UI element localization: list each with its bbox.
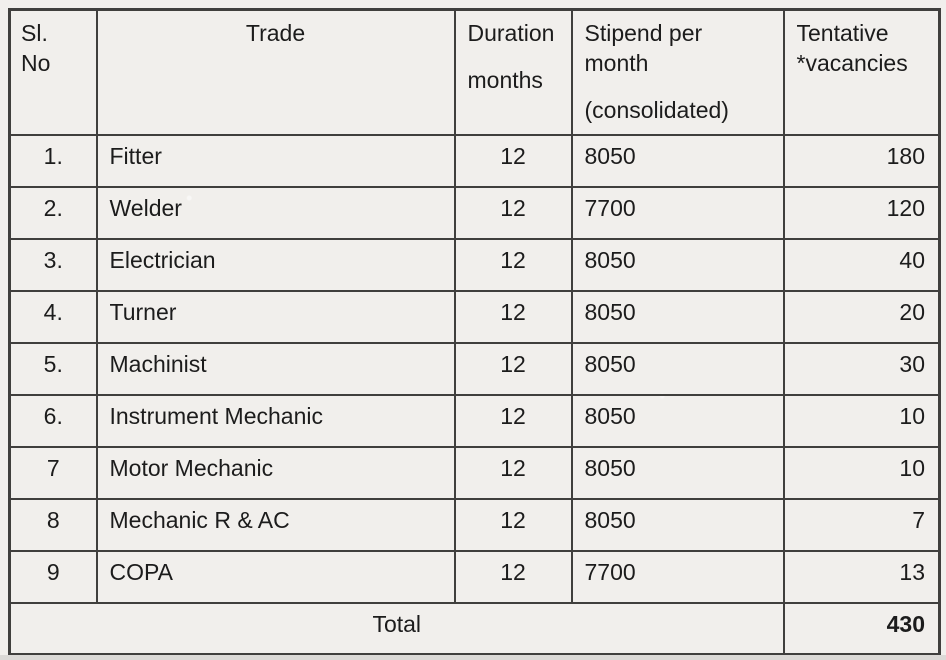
table-row [10,187,940,239]
cell-sl-no: 7 [10,447,97,499]
header-label-no: No [21,49,51,76]
header-label-tentative: Tentative [796,20,889,46]
cell-stipend: 8050 [572,395,784,447]
header-label-month: month [584,49,649,76]
cell-duration: 12 [455,551,572,603]
cell-sl-no: 2. [10,187,97,239]
cell-stipend: 7700 [572,187,784,239]
cell-stipend: 7700 [572,551,784,603]
header-cell-sl-no [10,10,97,135]
cell-sl-no: 8 [10,499,97,551]
cell-vacancies: 180 [784,135,940,187]
cell-trade: Fitter [97,135,455,187]
page-bottom-edge [0,655,946,660]
total-row [10,603,940,655]
table-row [10,551,940,603]
table-row [10,239,940,291]
table-header [10,10,940,135]
header-label-sl: Sl. [21,20,48,46]
cell-vacancies: 120 [784,187,940,239]
table-row [10,395,940,447]
cell-trade: Machinist [97,343,455,395]
header-label-duration: Duration [467,20,555,46]
cell-trade: Instrument Mechanic [97,395,455,447]
cell-sl-no: 5. [10,343,97,395]
cell-vacancies: 30 [784,343,940,395]
cell-duration: 12 [455,447,572,499]
cell-stipend: 8050 [572,135,784,187]
table-row [10,499,940,551]
cell-trade: Turner [97,291,455,343]
cell-duration: 12 [455,291,572,343]
cell-stipend: 8050 [572,343,784,395]
cell-duration: 12 [455,187,572,239]
total-label: Total [10,603,784,655]
cell-duration: 12 [455,135,572,187]
cell-vacancies: 13 [784,551,940,603]
cell-trade: Motor Mechanic [97,447,455,499]
cell-stipend: 8050 [572,291,784,343]
cell-duration: 12 [455,239,572,291]
cell-trade: Mechanic R & AC [97,499,455,551]
header-label-months: months [467,66,543,93]
header-cell-stipend [572,10,784,135]
header-label-trade: Trade [245,20,306,46]
cell-vacancies: 10 [784,447,940,499]
cell-stipend: 8050 [572,499,784,551]
table-body [10,135,940,655]
header-label-stipend-per: Stipend per [584,20,703,46]
table-row [10,291,940,343]
cell-stipend: 8050 [572,447,784,499]
cell-sl-no: 3. [10,239,97,291]
table-row [10,343,940,395]
total-vacancies: 430 [784,603,940,655]
cell-vacancies: 10 [784,395,940,447]
header-label-vacancies: *vacancies [796,49,908,76]
vacancy-table [8,8,941,656]
cell-vacancies: 40 [784,239,940,291]
cell-duration: 12 [455,343,572,395]
cell-trade: COPA [97,551,455,603]
cell-sl-no: 9 [10,551,97,603]
header-cell-trade [97,10,455,135]
table-row [10,135,940,187]
cell-duration: 12 [455,499,572,551]
cell-sl-no: 1. [10,135,97,187]
cell-sl-no: 6. [10,395,97,447]
header-cell-duration [455,10,572,135]
cell-trade: Welder [97,187,455,239]
cell-trade: Electrician [97,239,455,291]
cell-duration: 12 [455,395,572,447]
table-header-row [10,10,940,135]
header-cell-vacancies [784,10,940,135]
cell-sl-no: 4. [10,291,97,343]
cell-stipend: 8050 [572,239,784,291]
cell-vacancies: 7 [784,499,940,551]
header-label-consolidated: (consolidated) [584,96,729,123]
cell-vacancies: 20 [784,291,940,343]
table-row [10,447,940,499]
